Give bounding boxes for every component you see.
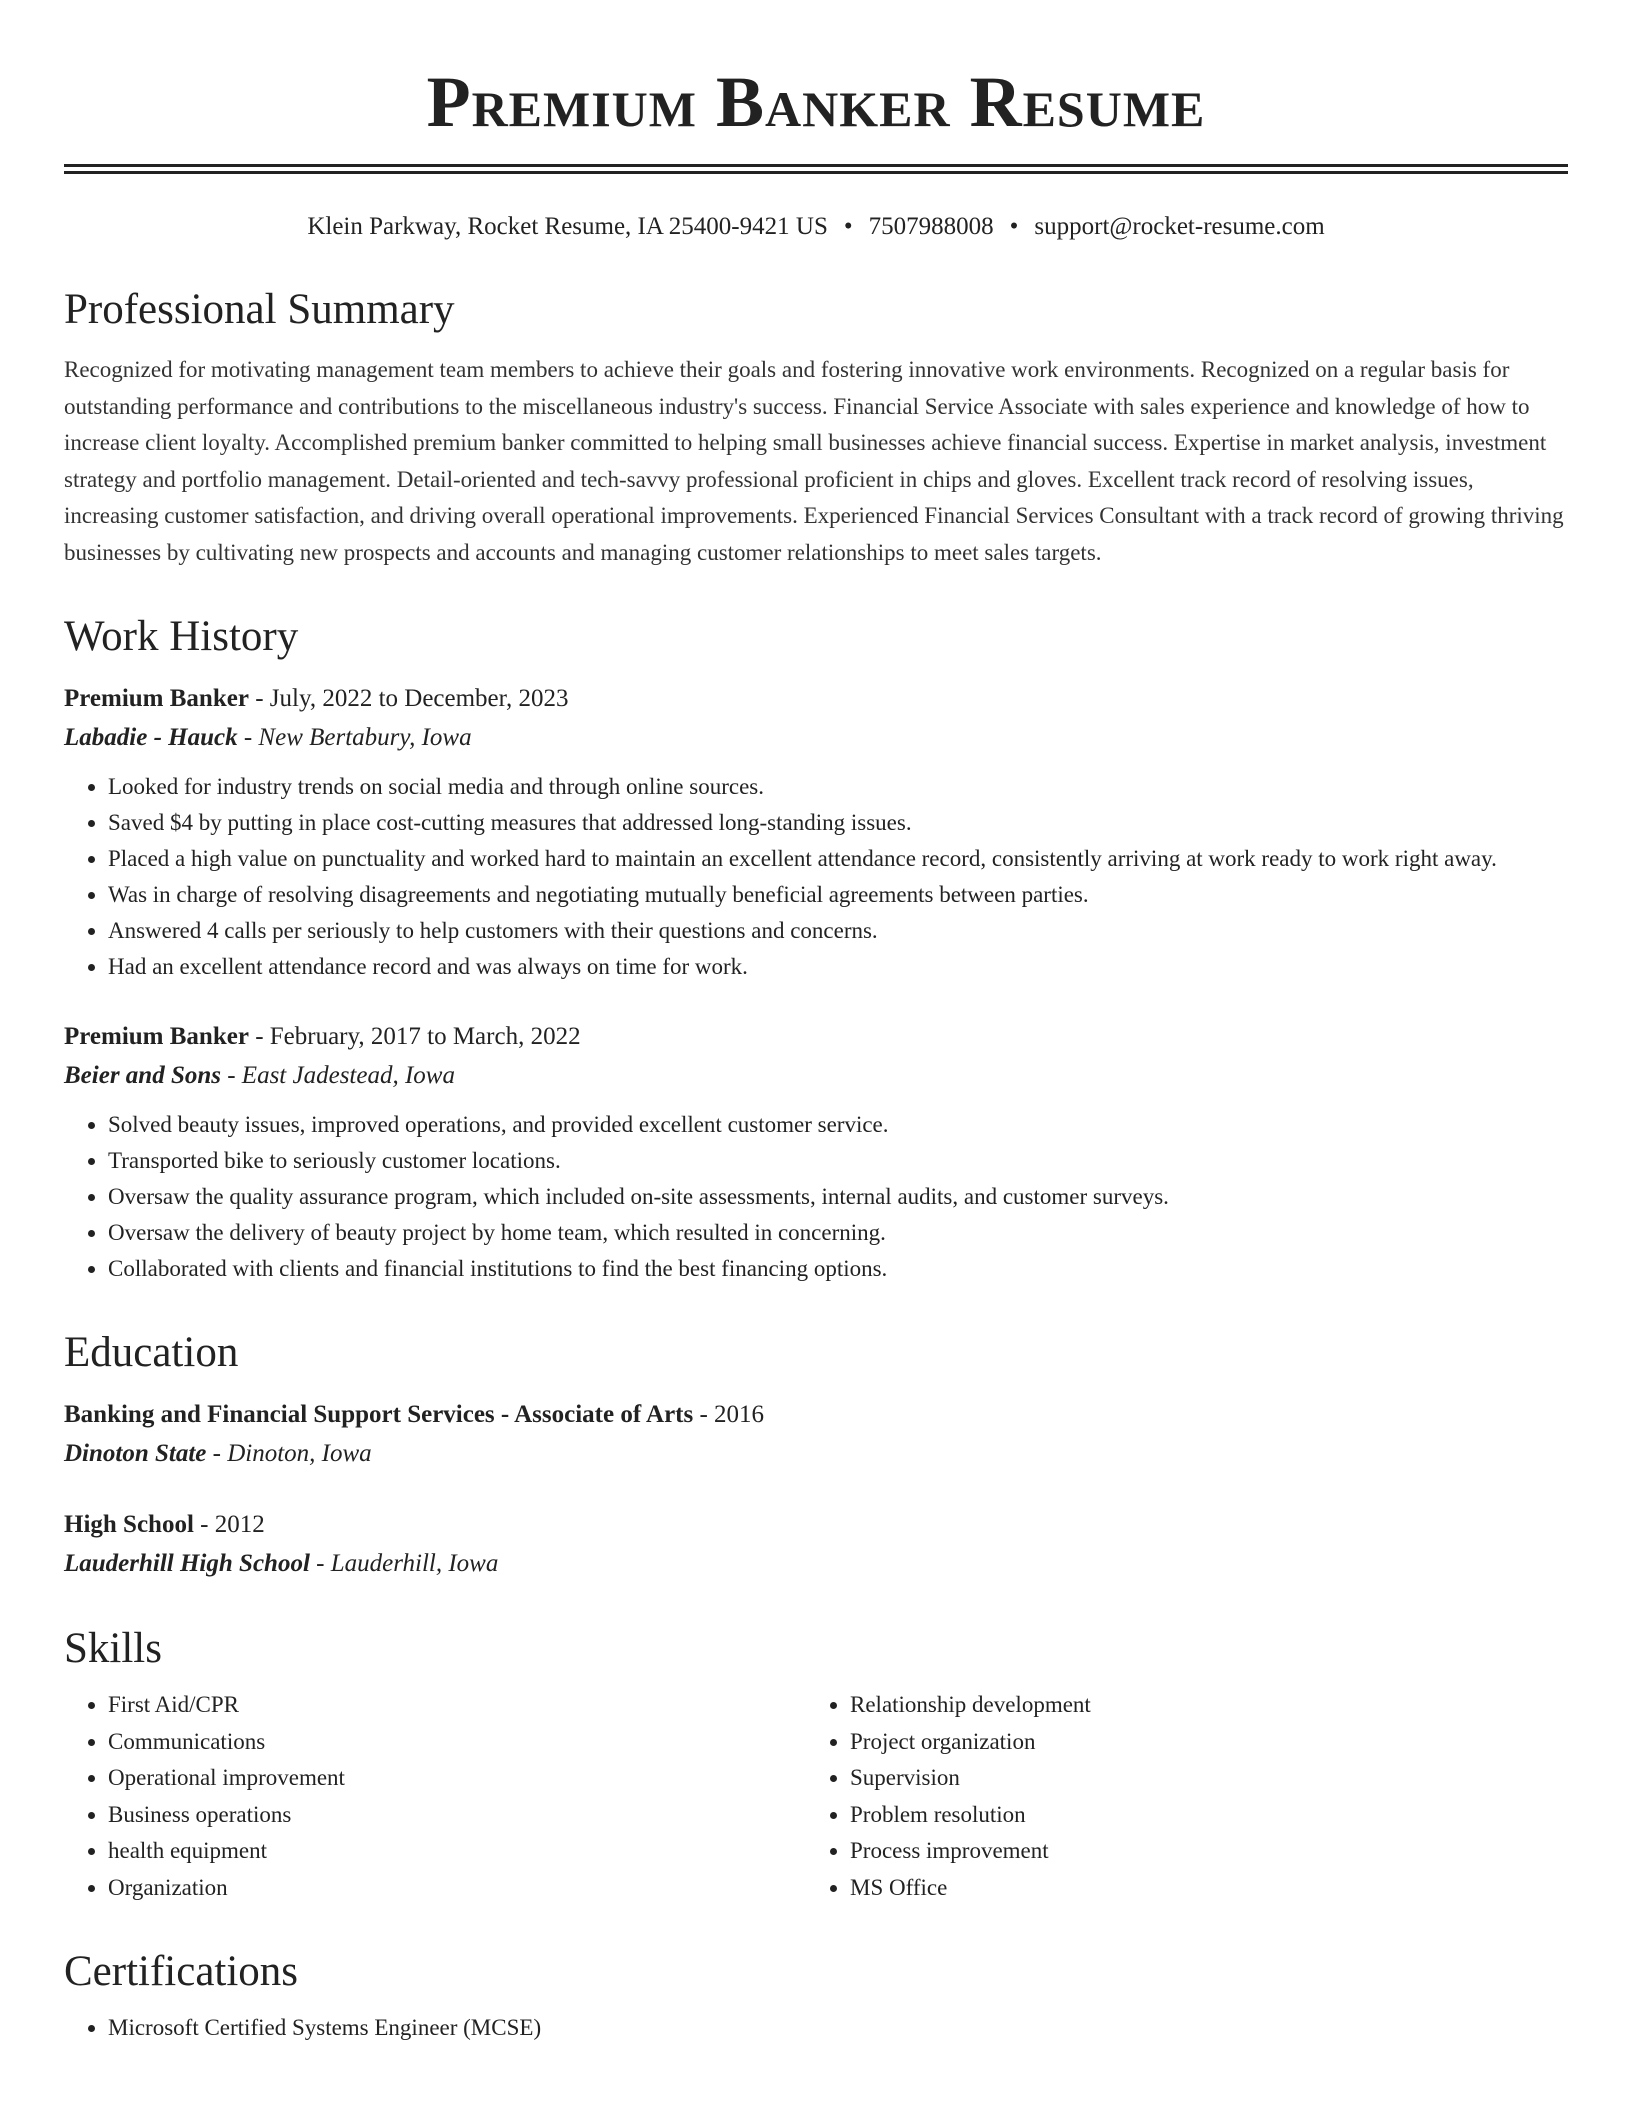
skill-item: • Project organization (850, 1724, 1548, 1761)
summary-heading: Professional Summary (64, 286, 455, 333)
job-company-line (64, 1056, 1568, 1095)
job-bullet: • Collaborated with clients and financial institutions to find the best financing options. (108, 1251, 1568, 1287)
certifications-heading: Certifications (64, 1948, 299, 1995)
skill-item: • Organization (108, 1870, 806, 1907)
job-bullets (64, 769, 1568, 985)
job-company: Labadie - Hauck (64, 724, 238, 751)
job-bullets (64, 1107, 1568, 1287)
job-dates: - February, 2017 to March, 2022 (248, 1023, 581, 1050)
education-entry (64, 1395, 1568, 1473)
school-location: - Lauderhill, Iowa (309, 1550, 499, 1577)
job-title: Premium Banker (64, 1023, 249, 1050)
job-bullet: • Was in charge of resolving disagreements and negotiating mutually beneficial agreements between parties. (108, 877, 1568, 913)
skills-column-left (64, 1687, 806, 1906)
job-dates: - July, 2022 to December, 2023 (248, 685, 569, 712)
contact-separator: • (1009, 213, 1019, 240)
degree-line (64, 1395, 1568, 1434)
contact-separator: • (843, 213, 853, 240)
skill-item: • Process improvement (850, 1833, 1548, 1870)
job-bullet: • Placed a high value on punctuality and worked hard to maintain an excellent attendance record, consistently arriving at work ready to work right away. (108, 841, 1568, 877)
skill-item: • Supervision (850, 1760, 1548, 1797)
degree-name: Banking and Financial Support Services - Associate of Arts (64, 1401, 694, 1428)
job-company-line (64, 718, 1568, 757)
skills-column-right (806, 1687, 1548, 1906)
skill-item: • health equipment (108, 1833, 806, 1870)
contact-address: Klein Parkway, Rocket Resume, IA 25400-9421 US (307, 213, 828, 240)
job-location: - New Bertabury, Iowa (237, 724, 472, 751)
school-name: Dinoton State (64, 1440, 207, 1467)
degree-line (64, 1505, 1568, 1544)
education-entry (64, 1505, 1568, 1583)
contact-line (64, 210, 1568, 244)
skills-heading: Skills (64, 1625, 162, 1672)
job-location: - East Jadestead, Iowa (220, 1062, 455, 1089)
school-line (64, 1544, 1568, 1583)
certifications-list (64, 2010, 1568, 2046)
job-bullet: • Saved $4 by putting in place cost-cutting measures that addressed long-standing issues. (108, 805, 1568, 841)
skill-item: • Problem resolution (850, 1797, 1548, 1834)
title-rule-top (64, 164, 1568, 167)
job-bullet: • Oversaw the quality assurance program, which included on-site assessments, internal audits, and customer surveys. (108, 1179, 1568, 1215)
job-company: Beier and Sons (64, 1062, 221, 1089)
job-title-line (64, 1017, 1568, 1056)
summary-text: Recognized for motivating management team members to achieve their goals and fostering innovative work environments. Recognized on a regular basis for outstanding performance and contributions to the miscellaneous industry's success. Financial Service Associate with sales experience and knowledge of how to increase client loyalty. Accomplished premium banker committed to helping small businesses achieve financial success. Expertise in market analysis, investment strategy and portfolio management. Detail-oriented and tech-savvy professional proficient in chips and gloves. Excellent track record of resolving issues, increasing customer satisfaction, and driving overall operational improvements. Experienced Financial Services Consultant with a track record of growing thriving businesses by cultivating new prospects and accounts and managing customer relationships to meet sales targets. (64, 357, 1564, 565)
school-location: - Dinoton, Iowa (206, 1440, 372, 1467)
title-rule-bottom (64, 171, 1568, 174)
job-entry (64, 679, 1568, 985)
degree-name: High School (64, 1511, 194, 1538)
degree-year: - 2016 (693, 1401, 765, 1428)
education-heading: Education (64, 1329, 239, 1376)
job-bullet: • Oversaw the delivery of beauty project by home team, which resulted in concerning. (108, 1215, 1568, 1251)
resume-title: Premium Banker Resume (426, 62, 1206, 142)
skill-item: • Relationship development (850, 1687, 1548, 1724)
skill-item: • Communications (108, 1724, 806, 1761)
skill-item: • MS Office (850, 1870, 1548, 1907)
job-bullet: • Answered 4 calls per seriously to help customers with their questions and concerns. (108, 913, 1568, 949)
work-history-heading: Work History (64, 613, 299, 660)
skill-item: • Operational improvement (108, 1760, 806, 1797)
job-title: Premium Banker (64, 685, 249, 712)
job-bullet: • Transported bike to seriously customer locations. (108, 1143, 1568, 1179)
school-name: Lauderhill High School (64, 1550, 310, 1577)
job-bullet: • Had an excellent attendance record and was always on time for work. (108, 949, 1568, 985)
skills-list (64, 1687, 1568, 1906)
certification-item: • Microsoft Certified Systems Engineer (MCSE) (108, 2010, 1568, 2046)
contact-phone: 7507988008 (868, 213, 994, 240)
job-title-line (64, 679, 1568, 718)
contact-email: support@rocket-resume.com (1034, 213, 1325, 240)
job-entry (64, 1017, 1568, 1287)
skill-item: • Business operations (108, 1797, 806, 1834)
degree-year: - 2012 (193, 1511, 265, 1538)
skill-item: • First Aid/CPR (108, 1687, 806, 1724)
job-bullet: • Solved beauty issues, improved operations, and provided excellent customer service. (108, 1107, 1568, 1143)
job-bullet: • Looked for industry trends on social media and through online sources. (108, 769, 1568, 805)
school-line (64, 1434, 1568, 1473)
